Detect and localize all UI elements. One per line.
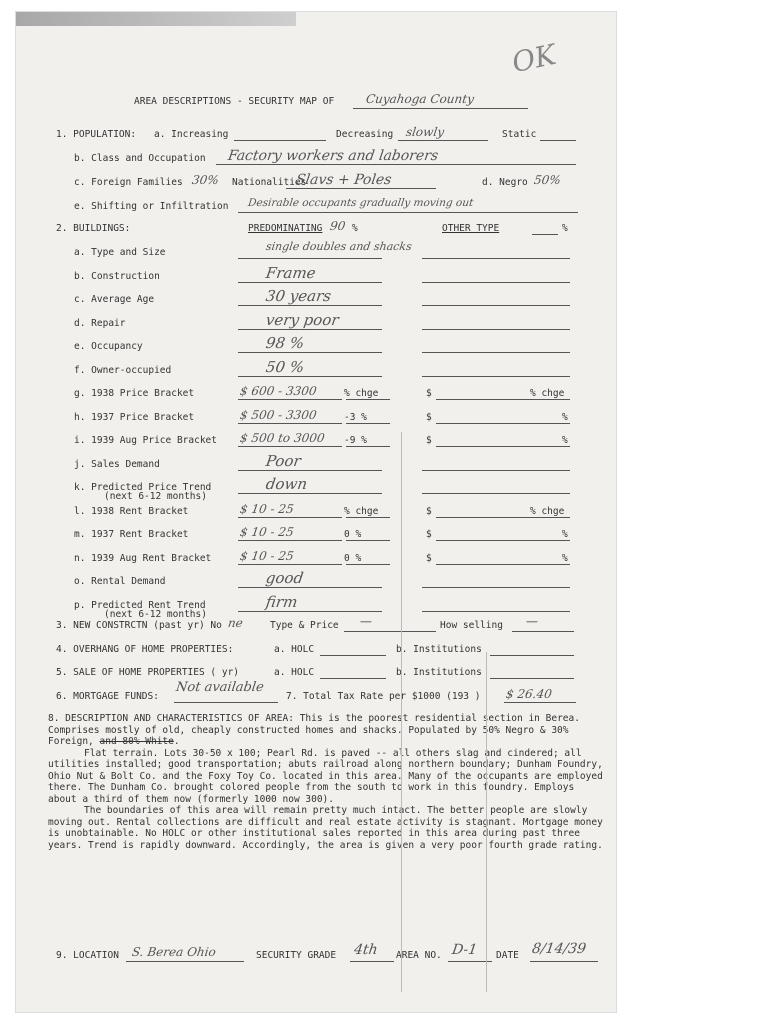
reviewer-mark: OK [509,37,559,80]
description-p3: The boundaries of this area will remain pretty much intact. The better people are slowly moving out. Rental collections are difficult and real estate activity is stagnant. Mortgage money is unobtainable. No HOLC or other institutional sales reported in this area during past three years. Trend is rapidly downward. Accordingly, the area is given a very poor fourth grade rating. [48,805,603,851]
other-unit-line [516,540,570,541]
date-value: 8/14/39 [530,941,588,957]
mortgage-label: 6. MORTGAGE FUNDS: [56,691,159,702]
building-row-value: $ 10 - 25 [239,502,295,516]
other-type-label: OTHER TYPE [442,223,500,234]
other-unit-line [516,446,570,447]
security-grade-label: SECURITY GRADE [256,950,337,961]
building-row-value-line [238,446,342,447]
foreign-label: c. Foreign Families [74,177,183,188]
other-type-line [422,493,570,494]
other-dollar-sign: $ [426,529,432,540]
building-row-label: a. Type and Size [74,247,166,258]
building-row-value: $ 10 - 25 [239,525,295,539]
other-unit: % [562,553,568,564]
building-row-value-line [238,399,342,400]
other-unit-line [516,517,570,518]
building-row-label: d. Repair [74,318,126,329]
type-price-line [344,631,436,632]
building-row-unit: 0 % [344,553,362,564]
new-construction-value: ne [227,616,244,630]
building-row-value: $ 500 to 3000 [239,431,326,445]
other-type-line [422,611,570,612]
other-type-line [422,470,570,471]
security-grade-value: 4th [352,942,379,958]
area-no-label: AREA NO. [396,950,442,961]
other-dollar-sign: $ [426,553,432,564]
other-type-line [532,234,558,235]
foreign-value: 30% [191,173,220,187]
building-row-value-line [238,587,382,588]
other-value-line [436,446,516,447]
building-row-value-line [238,470,382,471]
county-value: Cuyahoga County [365,92,475,106]
building-row-value: Poor [264,452,302,470]
other-dollar-sign: $ [426,435,432,446]
population-heading: 1. POPULATION: [56,129,137,140]
other-value-line [436,564,516,565]
building-row-value-line [238,329,382,330]
overhang-institutions-line [490,655,574,656]
decreasing-line [398,140,488,141]
building-row-value: very poor [264,311,340,329]
other-unit: % [562,435,568,446]
building-row-label: o. Rental Demand [74,576,166,587]
building-row-label: j. Sales Demand [74,459,160,470]
building-row-unit-line [346,446,390,447]
building-row-label: f. Owner-occupied [74,365,172,376]
building-row-label: k. Predicted Price Trend [74,482,212,493]
fold-line [486,652,487,992]
building-row-value: Frame [264,264,317,282]
building-row-value: $ 600 - 3300 [239,384,318,398]
building-row-label: n. 1939 Aug Rent Bracket [74,553,212,564]
class-label: b. Class and Occupation [74,153,206,164]
building-row-sublabel: (next 6-12 months) [104,609,207,620]
overhang-holc-line [320,655,386,656]
building-row-label: p. Predicted Rent Trend [74,600,206,611]
mortgage-line [174,702,278,703]
building-row-value: firm [264,593,299,611]
sale-institutions-line [490,678,574,679]
building-row-unit-line [346,399,390,400]
tax-rate-value: $ 26.40 [505,687,553,701]
date-label: DATE [496,950,519,961]
other-value-line [436,517,516,518]
how-selling-label: How selling [440,620,503,631]
overhang-label: 4. OVERHANG OF HOME PROPERTIES: [56,644,234,655]
building-row-value-line [238,493,382,494]
other-dollar-sign: $ [426,506,432,517]
class-value: Factory workers and laborers [226,148,440,164]
building-row-label: h. 1937 Price Bracket [74,412,195,423]
building-row-label: m. 1937 Rent Bracket [74,529,189,540]
other-type-line [422,305,570,306]
building-row-unit: -3 % [344,412,367,423]
overhang-institutions-label: b. Institutions [396,644,482,655]
predominating-value: 90 [329,219,347,233]
building-row-label: l. 1938 Rent Bracket [74,506,189,517]
security-grade-line [350,961,394,962]
mortgage-value: Not available [174,680,265,695]
building-row-unit-line [346,517,390,518]
date-line [530,961,598,962]
description-p1: This is the poorest residential section in Berea. Comprises mostly of old, cheaply constructed homes and shacks. Populated by 50% Negro & 30% Foreign, [48,713,580,747]
scan-edge [16,12,296,26]
building-row-unit: 0 % [344,529,362,540]
type-price-value: — [359,614,373,628]
area-description [48,713,608,851]
struck-text: and 80% White [99,736,174,747]
description-p2: Flat terrain. Lots 30-50 x 100; Pearl Rd. is paved -- all others slag and cindered; all utilities installed; good transportation; abuts railroad along northern boundary; Dunham Foundry, Ohio Nut & Bolt Co. and the Foxy Toy Co. located in this area. Many of the occupants are employed there. The Dunham Co. brought colored people from the south to work in this foundry. Employs about a third of them now (formerly 1000 now 300). [48,747,603,805]
shifting-value: Desirable occupants gradually moving out [247,197,475,209]
building-row-label: i. 1939 Aug Price Bracket [74,435,217,446]
predominating-label: PREDOMINATING [248,223,323,234]
other-unit-line [516,564,570,565]
other-type-line [422,352,570,353]
building-row-value-line [238,611,382,612]
building-row-value-line [238,517,342,518]
other-value-line [436,540,516,541]
predominating-percent: % [352,223,358,234]
other-value-line [436,423,516,424]
building-row-label: e. Occupancy [74,341,143,352]
type-price-label: Type & Price [270,620,339,631]
fold-line [401,432,402,992]
building-row-label: b. Construction [74,271,160,282]
building-row-label: g. 1938 Price Bracket [74,388,195,399]
building-row-value: 98 % [264,334,306,352]
document-page [16,12,616,1012]
location-value: S. Berea Ohio [131,945,217,959]
other-unit: % [562,412,568,423]
other-value-line [436,399,516,400]
building-row-label: c. Average Age [74,294,155,305]
building-row-value-line [238,282,382,283]
building-row-value: 50 % [264,358,306,376]
static-label: Static [502,129,537,140]
negro-value: 50% [533,173,562,187]
title-line [353,108,528,109]
other-unit-line [516,423,570,424]
building-row-value-line [238,305,382,306]
building-row-sublabel: (next 6-12 months) [104,491,207,502]
tax-rate-line [504,702,576,703]
buildings-heading: 2. BUILDINGS: [56,223,131,234]
decreasing-label: Decreasing [336,129,394,140]
building-row-unit: -9 % [344,435,367,446]
building-row-value-line [238,258,382,259]
other-type-line [422,282,570,283]
other-unit: % [562,529,568,540]
building-row-value: single doubles and shacks [265,240,413,253]
increasing-label: a. Increasing [154,129,229,140]
building-row-value: good [264,569,305,587]
building-row-unit-line [346,564,390,565]
other-type-percent: % [562,223,568,234]
other-unit: % chge [530,506,565,517]
building-row-value: $ 500 - 3300 [239,408,318,422]
description-heading: 8. DESCRIPTION AND CHARACTERISTICS OF AREA: [48,713,294,724]
how-selling-value: — [525,614,539,628]
description-p1-end: . [173,736,180,747]
decreasing-value: slowly [405,125,446,139]
building-row-unit-line [346,423,390,424]
sale-holc-line [320,678,386,679]
other-type-line [422,376,570,377]
building-row-unit: % chge [344,506,379,517]
nationalities-value: Slavs + Poles [294,172,393,188]
building-row-value-line [238,540,342,541]
other-unit-line [516,399,570,400]
building-row-value-line [238,352,382,353]
building-row-value-line [238,423,342,424]
other-type-line [422,329,570,330]
building-row-value: 30 years [264,287,333,305]
other-type-line [422,587,570,588]
other-unit: % chge [530,388,565,399]
location-label: 9. LOCATION [56,950,119,961]
tax-rate-label: 7. Total Tax Rate per $1000 (193 ) [286,691,481,702]
static-line [540,140,576,141]
class-line [216,164,576,165]
form-title: AREA DESCRIPTIONS - SECURITY MAP OF [134,96,335,107]
shifting-line [238,212,578,213]
sale-holc-label: a. HOLC [274,667,315,678]
area-no-value: D-1 [450,942,479,958]
other-type-line [422,258,570,259]
nationalities-line [286,188,436,189]
negro-label: d. Negro [482,177,528,188]
building-row-value: $ 10 - 25 [239,549,295,563]
how-selling-line [512,631,574,632]
building-row-value-line [238,376,382,377]
other-dollar-sign: $ [426,412,432,423]
sale-institutions-label: b. Institutions [396,667,482,678]
sale-label: 5. SALE OF HOME PROPERTIES ( yr) [56,667,240,678]
building-row-value: down [264,475,309,493]
increasing-line [234,140,326,141]
other-dollar-sign: $ [426,388,432,399]
building-row-value-line [238,564,342,565]
building-row-unit: % chge [344,388,379,399]
shifting-label: e. Shifting or Infiltration [74,201,229,212]
location-line [126,961,244,962]
overhang-holc-label: a. HOLC [274,644,315,655]
building-row-unit-line [346,540,390,541]
nationalities-label: Nationalities [232,177,307,188]
new-construction-label: 3. NEW CONSTRCTN (past yr) No [56,620,222,631]
